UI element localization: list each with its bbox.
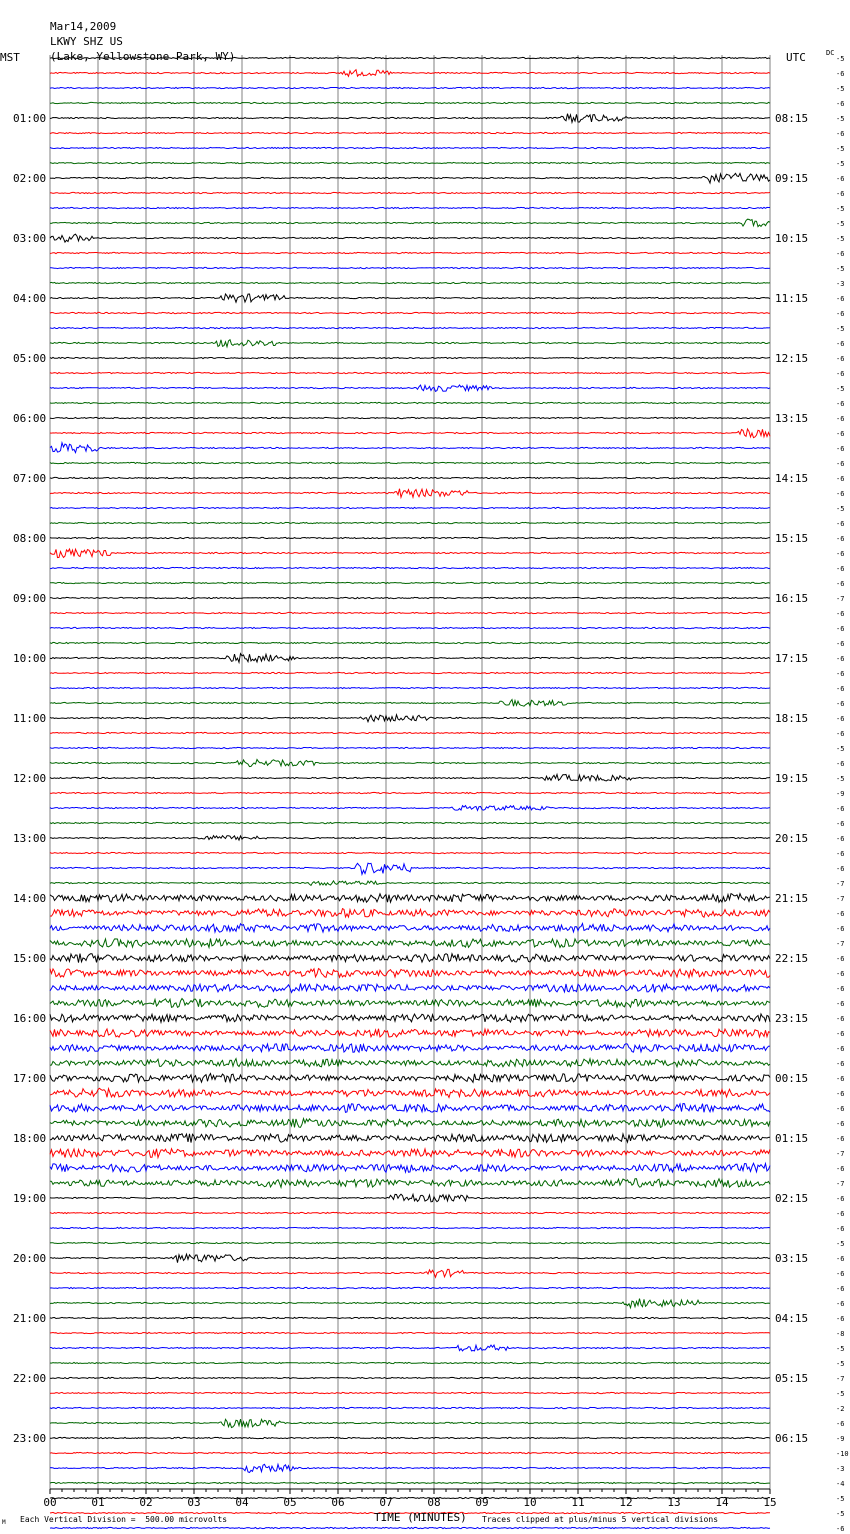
dc-offset-label: -6 [836, 295, 845, 303]
seismic-trace [50, 1345, 770, 1351]
right-timezone-label: UTC [786, 51, 806, 64]
dc-offset-label: -6 [836, 730, 845, 738]
seismic-trace [50, 836, 770, 841]
seismic-trace [50, 1029, 770, 1038]
dc-offset-label: -6 [836, 550, 845, 558]
dc-offset-label: -5 [836, 1345, 845, 1353]
dc-offset-label: -6 [836, 1525, 845, 1533]
right-hour-label: 12:15 [775, 352, 809, 365]
seismic-trace [50, 999, 770, 1008]
dc-offset-label: -6 [836, 1120, 845, 1128]
left-timezone-label: MST [0, 51, 20, 64]
left-hour-label: 21:00 [13, 1312, 47, 1325]
dc-offset-label: -2 [836, 1405, 845, 1413]
seismic-trace [50, 1452, 770, 1453]
seismic-trace [50, 909, 770, 918]
seismic-trace [50, 429, 770, 438]
right-hour-label: 14:15 [775, 472, 809, 485]
dc-offset-label: -5 [836, 205, 845, 213]
dc-offset-label: -7 [836, 1180, 845, 1188]
dc-offset-label: -6 [836, 760, 845, 768]
right-hour-label: 00:15 [775, 1072, 809, 1085]
seismic-trace [50, 1317, 770, 1318]
seismic-trace [50, 340, 770, 347]
seismic-trace [50, 549, 770, 558]
dc-offset-label: -5 [836, 775, 845, 783]
seismic-trace [50, 267, 770, 268]
right-hour-label: 23:15 [775, 1012, 809, 1025]
x-tick-label: 12 [619, 1496, 633, 1509]
dc-offset-label: -9 [836, 790, 845, 798]
dc-offset-label: -5 [836, 115, 845, 123]
dc-offset-label: -6 [836, 250, 845, 258]
seismic-trace [50, 207, 770, 208]
seismic-trace [50, 385, 770, 391]
seismic-trace [50, 234, 770, 242]
dc-offset-label: -6 [836, 1315, 845, 1323]
dc-offset-label: -6 [836, 1255, 845, 1263]
dc-label: DC [826, 49, 835, 57]
left-hour-label: 08:00 [13, 532, 47, 545]
dc-offset-label: -4 [836, 1480, 845, 1488]
seismic-trace [50, 443, 770, 453]
seismic-trace [50, 1059, 770, 1067]
seismic-trace [50, 1362, 770, 1363]
dc-offset-label: -6 [836, 1285, 845, 1293]
seismic-trace [50, 102, 770, 103]
dc-offset-label: -5 [836, 85, 845, 93]
dc-offset-label: -6 [836, 1135, 845, 1143]
seismic-trace [50, 1119, 770, 1128]
seismic-trace [50, 747, 770, 748]
dc-offset-label: -6 [836, 1420, 845, 1428]
dc-offset-label: -6 [836, 355, 845, 363]
dc-offset-label: -6 [836, 655, 845, 663]
header-date: Mar14,2009 [50, 20, 117, 33]
dc-offset-label: -5 [836, 385, 845, 393]
dc-offset-label: -6 [836, 700, 845, 708]
seismic-trace [50, 192, 770, 193]
dc-offset-label: -6 [836, 490, 845, 498]
header-station: LKWY SHZ US [50, 35, 123, 48]
left-hour-label: 02:00 [13, 172, 47, 185]
left-hour-label: 03:00 [13, 232, 47, 245]
seismic-trace [50, 372, 770, 373]
left-hour-label: 22:00 [13, 1372, 47, 1385]
dc-offset-label: -6 [836, 445, 845, 453]
seismic-trace [50, 87, 770, 88]
dc-offset-label: -6 [836, 580, 845, 588]
right-hour-label: 18:15 [775, 712, 809, 725]
x-tick-label: 08 [427, 1496, 441, 1509]
right-hour-label: 03:15 [775, 1252, 809, 1265]
dc-offset-label: -6 [836, 925, 845, 933]
seismic-trace [50, 462, 770, 463]
x-tick-label: 14 [715, 1496, 729, 1509]
dc-offset-label: -7 [836, 940, 845, 948]
dc-offset-label: -6 [836, 175, 845, 183]
dc-offset-label: -9 [836, 1435, 845, 1443]
seismic-trace [50, 219, 770, 226]
x-tick-label: 11 [571, 1496, 585, 1509]
dc-offset-label: -7 [836, 595, 845, 603]
dc-offset-label: -6 [836, 685, 845, 693]
dc-offset-label: -6 [836, 910, 845, 918]
dc-offset-label: -6 [836, 1030, 845, 1038]
seismic-trace [50, 863, 770, 874]
left-hour-label: 15:00 [13, 952, 47, 965]
seismic-trace [50, 507, 770, 508]
seismic-trace [50, 162, 770, 163]
dc-offset-label: -6 [836, 805, 845, 813]
dc-offset-label: -6 [836, 1270, 845, 1278]
x-tick-label: 06 [331, 1496, 345, 1509]
right-hour-label: 17:15 [775, 652, 809, 665]
seismic-trace [50, 894, 770, 903]
dc-offset-label: -6 [836, 565, 845, 573]
x-tick-label: 02 [139, 1496, 153, 1509]
left-hour-label: 09:00 [13, 592, 47, 605]
seismic-trace [50, 327, 770, 328]
seismic-trace [50, 147, 770, 148]
seismic-trace [50, 1134, 770, 1143]
seismic-trace [50, 1332, 770, 1333]
dc-offset-label: -6 [836, 865, 845, 873]
dc-offset-label: -5 [836, 745, 845, 753]
seismic-trace [50, 939, 770, 948]
seismic-trace [50, 1527, 770, 1528]
seismic-trace [50, 294, 770, 302]
seismic-trace [50, 132, 770, 133]
seismic-trace [50, 1287, 770, 1288]
dc-offset-label: -6 [836, 955, 845, 963]
right-hour-label: 05:15 [775, 1372, 809, 1385]
dc-offset-label: -7 [836, 895, 845, 903]
dc-offset-label: -6 [836, 640, 845, 648]
dc-offset-label: -6 [836, 715, 845, 723]
dc-offset-label: -7 [836, 1375, 845, 1383]
seismic-trace [50, 582, 770, 583]
seismic-trace [50, 1149, 770, 1158]
left-hour-label: 11:00 [13, 712, 47, 725]
seismic-trace [50, 1269, 770, 1277]
dc-offset-label: -6 [836, 400, 845, 408]
seismic-trace [50, 760, 770, 767]
dc-offset-label: -6 [836, 100, 845, 108]
footer-mark: M [2, 1519, 6, 1526]
dc-offset-label: -6 [836, 820, 845, 828]
dc-offset-label: -6 [836, 475, 845, 483]
right-hour-label: 10:15 [775, 232, 809, 245]
seismic-trace [50, 402, 770, 403]
right-hour-label: 13:15 [775, 412, 809, 425]
footer-clip: Traces clipped at plus/minus 5 vertical divisions [482, 1515, 719, 1524]
x-tick-label: 00 [43, 1496, 57, 1509]
dc-offset-label: -6 [836, 1090, 845, 1098]
dc-offset-label: -5 [836, 1240, 845, 1248]
dc-offset-label: -6 [836, 1000, 845, 1008]
dc-offset-label: -6 [836, 610, 845, 618]
seismic-trace [50, 1104, 770, 1113]
dc-offset-label: -7 [836, 880, 845, 888]
seismic-trace [50, 1377, 770, 1378]
seismic-trace [50, 1419, 770, 1427]
seismic-trace [50, 1392, 770, 1393]
right-hour-label: 19:15 [775, 772, 809, 785]
seismic-trace [50, 1242, 770, 1243]
seismic-trace [50, 1179, 770, 1188]
x-tick-label: 04 [235, 1496, 249, 1509]
dc-offset-label: -5 [836, 1510, 845, 1518]
dc-offset-label: -6 [836, 1195, 845, 1203]
right-hour-label: 22:15 [775, 952, 809, 965]
dc-offset-label: -6 [836, 985, 845, 993]
dc-offset-label: -5 [836, 55, 845, 63]
x-axis-title: TIME (MINUTES) [374, 1511, 467, 1524]
seismic-trace [50, 654, 770, 663]
seismic-trace [50, 969, 770, 978]
dc-offset-label: -6 [836, 625, 845, 633]
x-tick-label: 09 [475, 1496, 489, 1509]
dc-offset-label: -5 [836, 325, 845, 333]
dc-offset-label: -6 [836, 415, 845, 423]
seismic-trace [50, 70, 770, 77]
dc-offset-label: -6 [836, 130, 845, 138]
seismic-trace [50, 1194, 770, 1202]
seismic-trace [50, 954, 770, 963]
right-hour-label: 16:15 [775, 592, 809, 605]
seismic-trace [50, 1227, 770, 1228]
dc-offset-label: -3 [836, 280, 845, 288]
seismic-trace [50, 1497, 770, 1498]
seismic-trace [50, 1212, 770, 1213]
left-hour-label: 18:00 [13, 1132, 47, 1145]
dc-offset-label: -5 [836, 265, 845, 273]
seismic-trace [50, 852, 770, 853]
dc-offset-label: -5 [836, 1495, 845, 1503]
seismic-trace [50, 57, 770, 58]
dc-offset-label: -5 [836, 145, 845, 153]
left-hour-label: 13:00 [13, 832, 47, 845]
footer-scale: Each Vertical Division = 500.00 microvolts [20, 1515, 228, 1524]
left-hour-label: 01:00 [13, 112, 47, 125]
dc-offset-label: -6 [836, 850, 845, 858]
right-hour-label: 02:15 [775, 1192, 809, 1205]
seismic-trace [50, 252, 770, 253]
seismic-trace [50, 984, 770, 993]
seismic-trace [50, 672, 770, 673]
seismic-trace [50, 597, 770, 598]
right-hour-label: 06:15 [775, 1432, 809, 1445]
left-hour-label: 10:00 [13, 652, 47, 665]
seismic-trace [50, 1014, 770, 1022]
seismic-trace [50, 1163, 770, 1172]
right-hour-label: 01:15 [775, 1132, 809, 1145]
x-tick-label: 05 [283, 1496, 297, 1509]
seismic-trace [50, 1464, 770, 1472]
left-hour-label: 20:00 [13, 1252, 47, 1265]
dc-offset-label: -6 [836, 670, 845, 678]
seismic-trace [50, 1044, 770, 1053]
dc-offset-label: -8 [836, 1330, 845, 1338]
seismic-trace [50, 477, 770, 478]
left-hour-label: 19:00 [13, 1192, 47, 1205]
seismic-trace [50, 114, 770, 123]
seismic-trace [50, 924, 770, 933]
seismic-trace [50, 715, 770, 722]
seismic-trace [50, 1482, 770, 1483]
left-hour-label: 12:00 [13, 772, 47, 785]
dc-offset-label: -6 [836, 1210, 845, 1218]
seismic-trace [50, 537, 770, 538]
seismic-trace [50, 822, 770, 823]
dc-offset-label: -6 [836, 1165, 845, 1173]
right-hour-label: 04:15 [775, 1312, 809, 1325]
dc-offset-label: -6 [836, 190, 845, 198]
seismic-trace [50, 1437, 770, 1438]
seismic-trace [50, 774, 770, 781]
seismic-trace [50, 806, 770, 811]
dc-offset-label: -6 [836, 310, 845, 318]
dc-offset-label: -6 [836, 340, 845, 348]
dc-offset-label: -6 [836, 835, 845, 843]
left-hour-label: 16:00 [13, 1012, 47, 1025]
dc-offset-label: -5 [836, 505, 845, 513]
dc-offset-label: -6 [836, 70, 845, 78]
seismic-trace [50, 687, 770, 688]
x-tick-label: 13 [667, 1496, 681, 1509]
dc-offset-label: -6 [836, 970, 845, 978]
seismic-trace [50, 1074, 770, 1083]
seismic-trace [50, 627, 770, 628]
left-hour-label: 06:00 [13, 412, 47, 425]
left-hour-label: 07:00 [13, 472, 47, 485]
seismic-trace [50, 357, 770, 358]
x-tick-label: 10 [523, 1496, 537, 1509]
left-hour-label: 14:00 [13, 892, 47, 905]
dc-offset-label: -5 [836, 1360, 845, 1368]
seismic-trace [50, 417, 770, 418]
seismic-trace [50, 489, 770, 498]
dc-offset-label: -6 [836, 1225, 845, 1233]
dc-offset-label: -6 [836, 1060, 845, 1068]
seismic-trace [50, 612, 770, 613]
x-tick-label: 03 [187, 1496, 201, 1509]
seismic-trace [50, 173, 770, 183]
seismic-trace [50, 1299, 770, 1308]
seismic-trace [50, 567, 770, 568]
dc-offset-label: -6 [836, 1045, 845, 1053]
seismic-trace [50, 522, 770, 523]
dc-offset-label: -5 [836, 160, 845, 168]
dc-offset-label: -6 [836, 1300, 845, 1308]
dc-offset-label: -5 [836, 235, 845, 243]
left-hour-label: 05:00 [13, 352, 47, 365]
seismic-trace [50, 1407, 770, 1408]
dc-offset-label: -6 [836, 1075, 845, 1083]
right-hour-label: 20:15 [775, 832, 809, 845]
seismic-trace [50, 282, 770, 283]
left-hour-label: 17:00 [13, 1072, 47, 1085]
dc-offset-label: -10 [836, 1450, 849, 1458]
dc-offset-label: -5 [836, 220, 845, 228]
dc-offset-label: -6 [836, 430, 845, 438]
seismic-trace [50, 732, 770, 733]
dc-offset-label: -6 [836, 535, 845, 543]
right-hour-label: 21:15 [775, 892, 809, 905]
left-hour-label: 04:00 [13, 292, 47, 305]
right-hour-label: 08:15 [775, 112, 809, 125]
left-hour-label: 23:00 [13, 1432, 47, 1445]
dc-offset-label: -3 [836, 1465, 845, 1473]
dc-offset-label: -6 [836, 370, 845, 378]
x-tick-label: 01 [91, 1496, 105, 1509]
seismic-trace [50, 881, 770, 886]
seismic-trace [50, 642, 770, 643]
seismic-trace [50, 700, 770, 707]
seismic-trace [50, 1088, 770, 1097]
x-tick-label: 15 [763, 1496, 777, 1509]
seismic-trace [50, 1254, 770, 1263]
seismic-trace [50, 312, 770, 313]
dc-offset-label: -7 [836, 1150, 845, 1158]
seismic-trace [50, 792, 770, 793]
right-hour-label: 09:15 [775, 172, 809, 185]
dc-offset-label: -6 [836, 1015, 845, 1023]
dc-offset-label: -5 [836, 1390, 845, 1398]
dc-offset-label: -6 [836, 460, 845, 468]
dc-offset-label: -6 [836, 1105, 845, 1113]
right-hour-label: 15:15 [775, 532, 809, 545]
right-hour-label: 11:15 [775, 292, 809, 305]
header-location: (Lake, Yellowstone Park, WY) [50, 50, 236, 63]
dc-offset-label: -6 [836, 520, 845, 528]
x-tick-label: 07 [379, 1496, 393, 1509]
